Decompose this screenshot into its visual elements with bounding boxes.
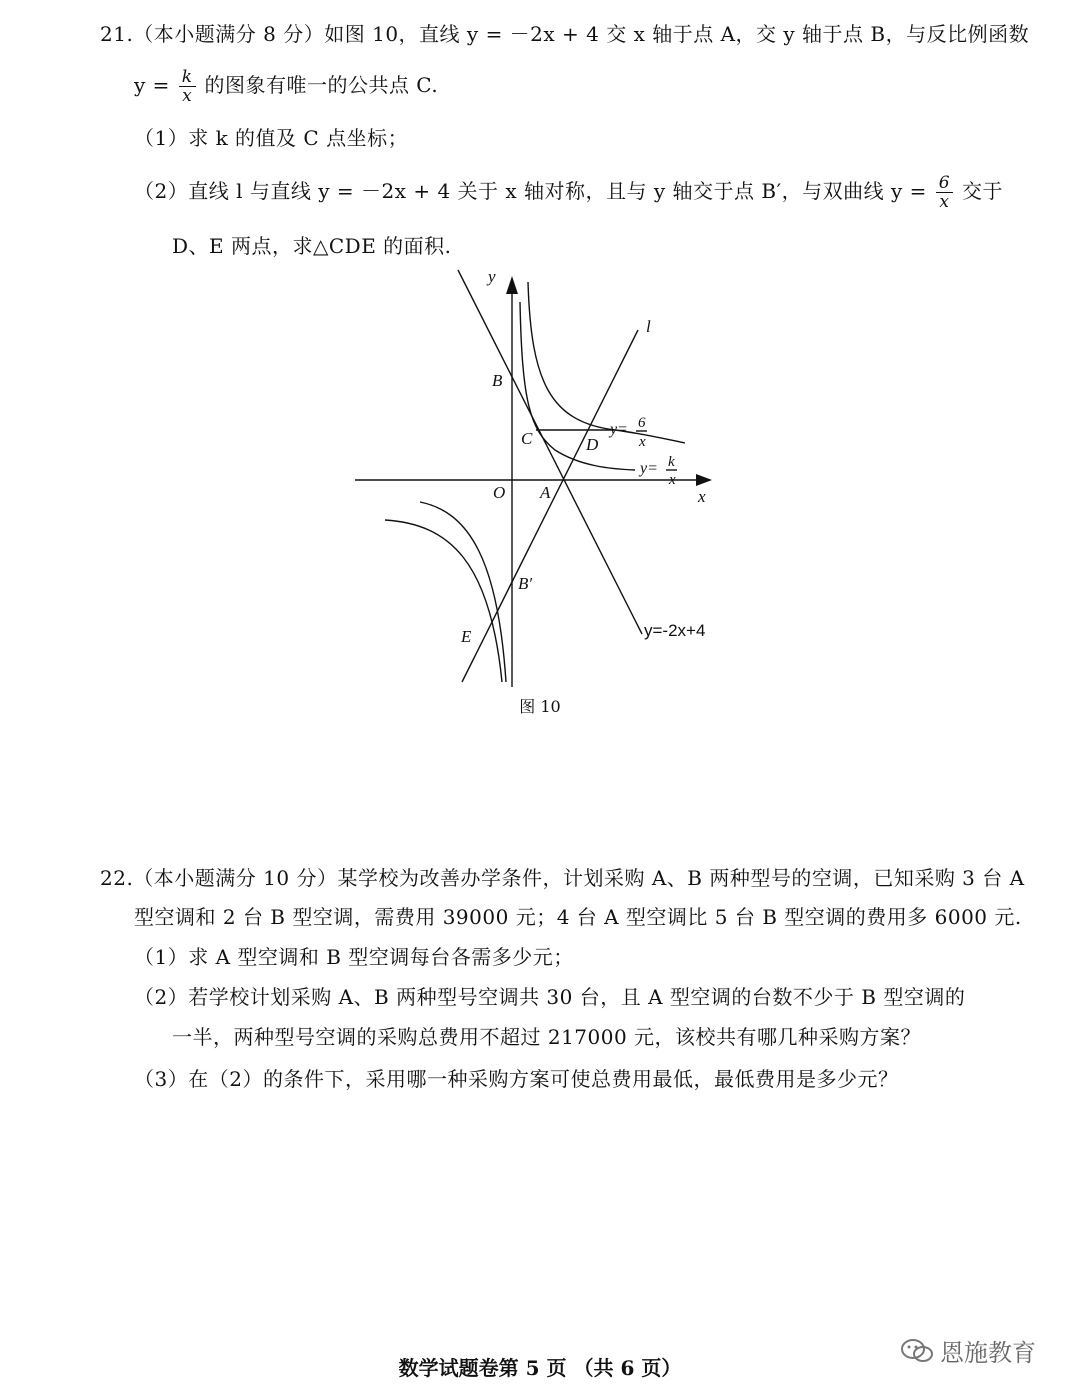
- q21-k-over-x: [179, 68, 196, 105]
- line-l: [462, 330, 638, 682]
- frac-denominator: x: [182, 86, 193, 106]
- hyperbola-6-over-x-q1: [528, 282, 685, 443]
- label-point-C: C: [521, 429, 533, 448]
- label-line-l: l: [646, 317, 651, 336]
- label-y-6x: y=: [610, 421, 628, 438]
- label-point-E: E: [461, 627, 472, 646]
- label-y-axis: y: [488, 267, 496, 286]
- label-point-B: B: [492, 371, 503, 390]
- x-axis-arrow-icon: [696, 474, 712, 486]
- label-x-axis: x: [698, 487, 706, 506]
- q21-part2-end: 交于: [961, 179, 1003, 203]
- q22-part3: （3）在（2）的条件下，采用哪一种采购方案可使总费用最低，最低费用是多少元？: [134, 1067, 899, 1091]
- label-y-6x-num: 6: [638, 415, 646, 431]
- y-axis-arrow-icon: [506, 276, 518, 294]
- page-footer: 数学试题卷第 5 页 （共 6 页）: [398, 1356, 682, 1380]
- q22-part2b: 一半，两种型号空调的采购总费用不超过 217000 元，该校共有哪几种采购方案？: [172, 1025, 922, 1049]
- q21-6-over-x: [936, 174, 953, 211]
- hyperbola-6-over-x-q3: [385, 520, 502, 682]
- line-y-neg2x-4: [458, 270, 642, 634]
- q22-part1: （1）求 A 型空调和 B 型空调每台各需多少元；: [134, 945, 574, 969]
- q21-part2-cont: D、E 两点，求△CDE 的面积.: [172, 234, 452, 258]
- label-y-kx: y=: [640, 460, 658, 477]
- q22-line2: 型空调和 2 台 B 型空调，需费用 39000 元；4 台 A 型空调比 5 台 B 型空调的费用多 6000 元.: [134, 905, 1022, 929]
- label-origin: O: [493, 483, 506, 502]
- q21-part1: （1）求 k 的值及 C 点坐标；: [134, 126, 409, 150]
- wechat-icon: [900, 1338, 934, 1364]
- figure-10: [350, 262, 730, 692]
- label-point-B-prime: B′: [518, 574, 533, 593]
- label-point-D: D: [586, 435, 599, 454]
- hyperbola-k-over-x-q1: [520, 302, 635, 470]
- label-line-equation: y=-2x+4: [644, 621, 706, 640]
- q21-line1: 21.（本小题满分 8 分）如图 10，直线 y = －2x + 4 交 x 轴于点 A，交 y 轴于点 B，与反比例函数: [100, 22, 1030, 46]
- frac-numerator: k: [179, 68, 196, 87]
- frac-numerator: 6: [936, 174, 953, 193]
- figure-caption: 图 10: [519, 697, 561, 716]
- watermark: [900, 1333, 1036, 1368]
- q21-part2-text: （2）直线 l 与直线 y = －2x + 4 关于 x 轴对称，且与 y 轴交于点 B′，与双曲线 y =: [134, 179, 927, 203]
- q21-line2-suffix: 的图象有唯一的公共点 C.: [204, 73, 439, 97]
- q21-part2: [134, 174, 1003, 211]
- hyperbola-k-over-x-q3: [420, 502, 506, 682]
- label-y-kx-num: k: [668, 454, 675, 470]
- q21-line2-prefix: y =: [134, 73, 170, 97]
- q21-line2: [134, 68, 438, 105]
- label-point-A: A: [540, 483, 551, 502]
- q22-part2a: （2）若学校计划采购 A、B 两种型号空调共 30 台，且 A 型空调的台数不少于 B 型空调的: [134, 985, 966, 1009]
- label-y-kx-den: x: [669, 472, 676, 488]
- watermark-text: 恩施教育: [940, 1339, 1036, 1367]
- q22-line1: 22.（本小题满分 10 分）某学校为改善办学条件，计划采购 A、B 两种型号的空调，已知采购 3 台 A: [100, 866, 1025, 890]
- label-y-6x-den: x: [639, 434, 646, 450]
- frac-denominator: x: [939, 192, 950, 212]
